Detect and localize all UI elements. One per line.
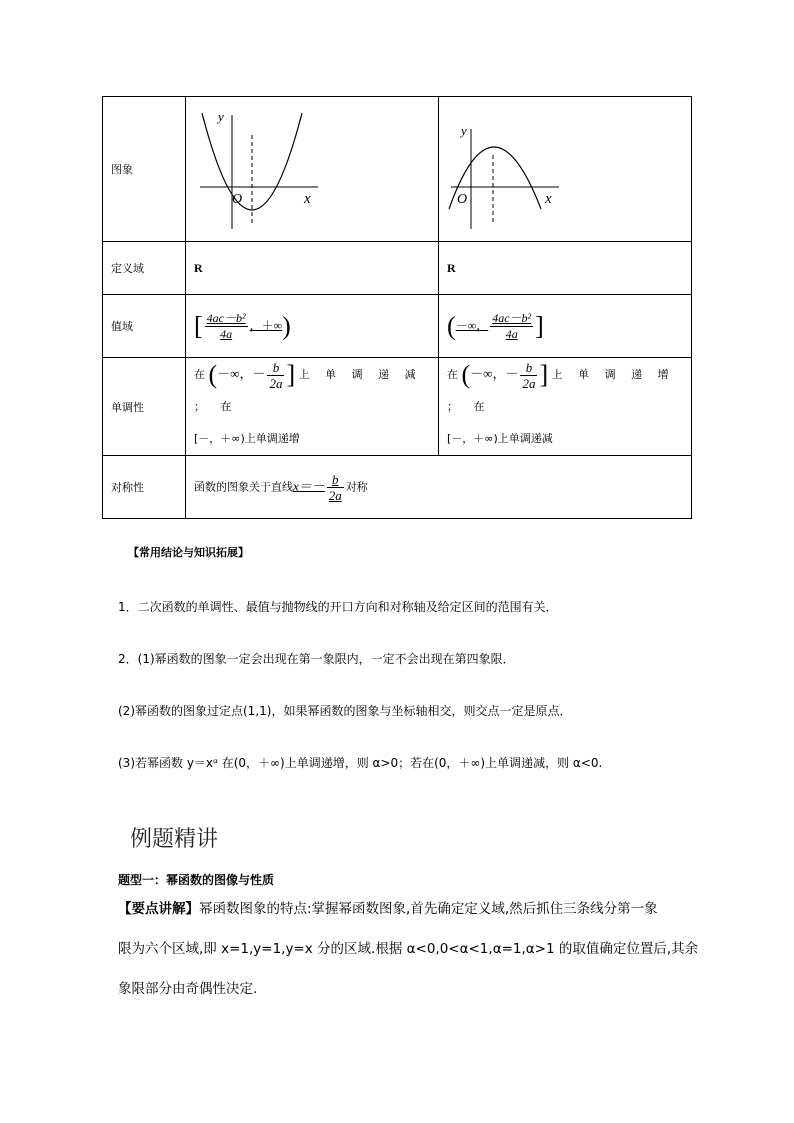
- graph-cell-left: [186, 97, 439, 242]
- open-paren: (: [461, 360, 471, 389]
- paragraph-3: (2)幂函数的图象过定点(1,1)，如果幂函数的图象与坐标轴相交，则交点一定是原点．: [118, 704, 572, 718]
- table-row: [103, 456, 692, 519]
- paragraph-4: (3)若幂函数 y＝xᵅ 在(0，＋∞)上单调递增，则 α>0；若在(0，＋∞)上单调递减，则 α<0.: [118, 756, 603, 770]
- monotonic-left: [186, 358, 439, 456]
- parabola-up-graph: [196, 107, 326, 231]
- close-bracket: ): [282, 311, 291, 340]
- range-fraction: [205, 311, 248, 342]
- y-label: y: [218, 109, 224, 124]
- text: 幂函数图象的特点:掌握幂函数图象,首先确定定义域,然后抓住三条线分第一象: [199, 901, 658, 917]
- table-row: [103, 97, 692, 242]
- quadratic-properties-table: [102, 96, 692, 519]
- monotonic-left-line2: [－，＋∞)上单调递增: [194, 432, 300, 445]
- domain-right: R: [439, 242, 692, 295]
- fraction-denominator: 2a: [328, 487, 342, 503]
- text: 在: [447, 368, 458, 381]
- close-bracket: ]: [535, 311, 544, 340]
- open-bracket: (: [447, 311, 456, 340]
- fraction-denominator: 4a: [220, 326, 233, 341]
- b-over-2a: [327, 472, 344, 503]
- origin-label: O: [457, 192, 468, 207]
- domain-left: R: [186, 242, 439, 295]
- open-paren: (: [208, 360, 218, 389]
- text: 上 单 调 递 减 ； 在: [194, 368, 422, 413]
- b-over-2a: [520, 360, 537, 391]
- range-fraction: [490, 311, 533, 342]
- key-points-line-3: 象限部分由奇偶性决定.: [118, 981, 258, 997]
- symmetry-cell: [186, 456, 692, 519]
- fraction-numerator: b: [267, 360, 284, 376]
- key-points-line-2: 限为六个区域,即 x=1,y=1,y=x 分的区域.根据 α<0,0<α<1,α=1,α>1 的取值确定位置后,其余: [118, 941, 699, 957]
- fraction-denominator: 2a: [269, 375, 283, 391]
- key-points-line-1: [118, 897, 658, 917]
- parabola-down-graph: [447, 107, 577, 231]
- parabola-curve: [202, 113, 302, 210]
- row-label-domain: 定义域: [103, 242, 186, 295]
- table-row: [103, 242, 692, 295]
- paragraph-1: 1．二次函数的单调性、最值与抛物线的开口方向和对称轴及给定区间的范围有关．: [118, 600, 558, 614]
- monotonic-left-line1: [194, 358, 430, 423]
- text: 函数的图象关于直线: [194, 480, 293, 493]
- close-bracket: ]: [539, 360, 549, 389]
- row-label-symmetry: 对称性: [103, 456, 186, 519]
- row-label-image: 图象: [103, 97, 186, 242]
- x-label: x: [304, 191, 311, 207]
- fraction-numerator: 4ac－b²: [206, 310, 246, 325]
- text: 在: [194, 368, 205, 381]
- text: 上 单 调 递 增 ； 在: [447, 368, 675, 413]
- b-over-2a: [267, 360, 284, 391]
- y-label: y: [461, 123, 467, 138]
- fraction-denominator: 4a: [505, 326, 518, 341]
- interval: －∞，－: [470, 366, 519, 381]
- close-bracket: ]: [286, 360, 296, 389]
- range-first: －∞，: [455, 317, 489, 332]
- symmetry-equation: x＝－: [293, 478, 325, 493]
- fraction-numerator: b: [327, 472, 344, 488]
- x-label: x: [545, 191, 552, 207]
- graph-cell-right: [439, 97, 692, 242]
- fraction-numerator: b: [520, 360, 537, 376]
- open-bracket: [: [194, 311, 203, 340]
- topic-heading: 题型一：幂函数的图像与性质: [118, 873, 275, 887]
- monotonic-right-line1: [447, 358, 683, 423]
- row-label-monotonic: 单调性: [103, 358, 186, 456]
- fraction-denominator: 2a: [522, 375, 536, 391]
- interval: －∞，－: [217, 366, 266, 381]
- table-row: [103, 295, 692, 358]
- example-title: 例题精讲: [130, 827, 219, 852]
- monotonic-right: [439, 358, 692, 456]
- fraction-numerator: 4ac－b²: [492, 310, 532, 325]
- range-right: [439, 295, 692, 358]
- row-label-range: 值域: [103, 295, 186, 358]
- key-points-label: 【要点讲解】: [118, 901, 199, 917]
- origin-label: O: [232, 192, 243, 207]
- range-left: [186, 295, 439, 358]
- table-row: [103, 358, 692, 456]
- range-rest: ，＋∞: [249, 317, 283, 332]
- text: 对称: [345, 480, 368, 493]
- monotonic-right-line2: [－，＋∞)上单调递减: [447, 432, 553, 445]
- paragraph-2: 2．(1)幂函数的图象一定会出现在第一象限内，一定不会出现在第四象限．: [118, 652, 515, 666]
- section-heading: 【常用结论与知识拓展】: [128, 546, 249, 559]
